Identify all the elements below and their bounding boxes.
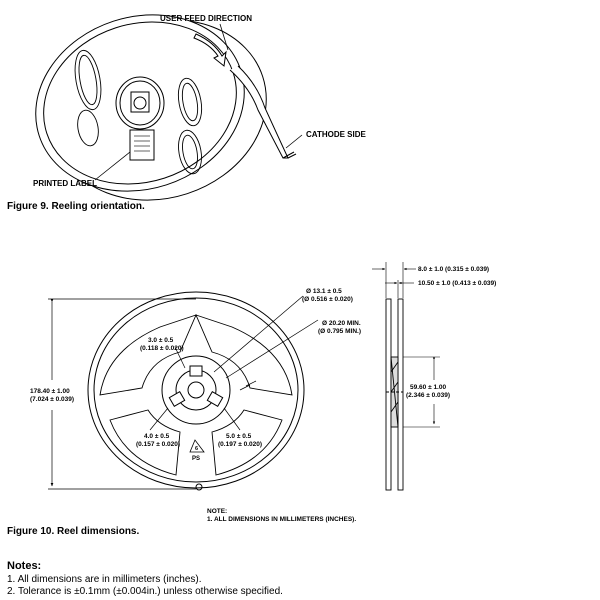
dim-slot-left-line2: (0.157 ± 0.020) xyxy=(136,441,181,448)
notes-title: Notes: xyxy=(7,560,42,572)
dim-outer-diameter-line1: 178.40 ± 1.00 xyxy=(30,388,70,395)
dim-drive-min-line1: Ø 20.20 MIN. xyxy=(322,320,361,327)
notes-item-1: 1. All dimensions are in millimeters (inches). xyxy=(7,574,202,585)
figure10-reel-side xyxy=(372,262,440,490)
figure10-caption: Figure 10. Reel dimensions. xyxy=(7,526,140,537)
dim-hub-height-line1: 59.60 ± 1.00 xyxy=(410,384,447,391)
dim-slot-left-line1: 4.0 ± 0.5 xyxy=(144,433,170,440)
notes-item-2: 2. Tolerance is ±0.1mm (±0.004in.) unless otherwise specified. xyxy=(7,586,283,597)
dim-outer-diameter-line2: (7.024 ± 0.039) xyxy=(30,396,75,403)
dim-hub-height-line2: (2.346 ± 0.039) xyxy=(406,392,451,399)
dim-width-outer: 10.50 ± 1.0 (0.413 ± 0.039) xyxy=(418,280,497,287)
cathode-side-label: CATHODE SIDE xyxy=(306,130,366,139)
dim-width-inner: 8.0 ± 1.0 (0.315 ± 0.039) xyxy=(418,266,490,273)
figure9-caption: Figure 9. Reeling orientation. xyxy=(7,201,145,212)
dim-hub-diameter-line1: Ø 13.1 ± 0.5 xyxy=(306,288,342,295)
recycle-code: PS xyxy=(192,456,201,462)
figure10-note-line: 1. ALL DIMENSIONS IN MILLIMETERS (INCHES). xyxy=(207,516,357,523)
dim-slot-top-line1: 3.0 ± 0.5 xyxy=(148,337,174,344)
dim-slot-right-line1: 5.0 ± 0.5 xyxy=(226,433,252,440)
dim-slot-right-line2: (0.197 ± 0.020) xyxy=(218,441,263,448)
dim-drive-min-line2: (Ø 0.795 MIN.) xyxy=(318,328,361,335)
dim-hub-diameter-line2: (Ø 0.516 ± 0.020) xyxy=(302,296,353,303)
figure10-note-title: NOTE: xyxy=(207,508,228,515)
figure9-reel-3d xyxy=(13,0,302,227)
printed-label-label: PRINTED LABEL xyxy=(33,179,97,188)
recycle-number: 6 xyxy=(195,446,199,452)
dim-slot-top-line2: (0.118 ± 0.020) xyxy=(140,345,184,352)
feed-direction-label: USER FEED DIRECTION xyxy=(160,14,253,23)
